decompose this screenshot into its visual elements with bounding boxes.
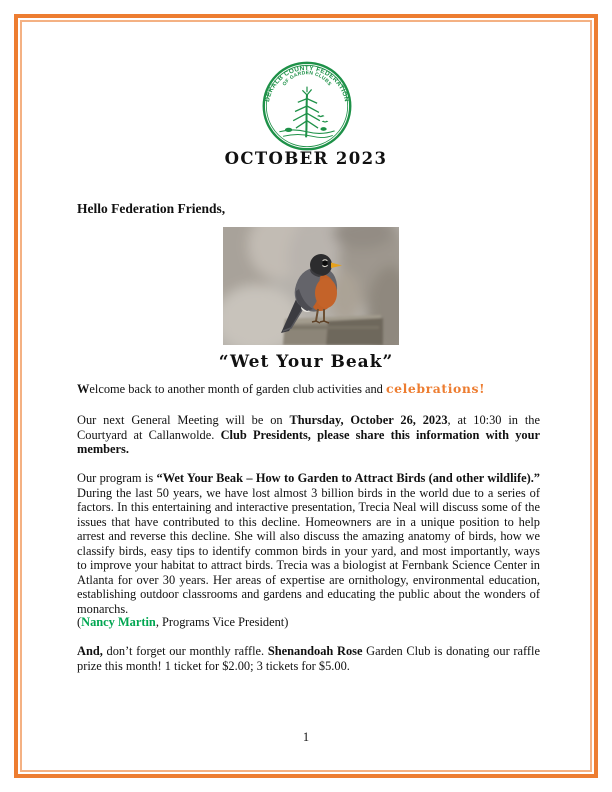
issue-month-title: OCTOBER 2023 [224, 149, 388, 168]
program-credit-line: (Nancy Martin, Programs Vice President) [77, 615, 289, 629]
robin-photo [223, 227, 399, 345]
meeting-paragraph: Our next General Meeting will be on Thursday, October 26, 2023, at 10:30 in the Courtyard at Callanwolde. Club Presidents, please share this information with your members. [77, 413, 541, 456]
greeting-text: Hello Federation Friends, [77, 201, 226, 216]
federation-seal-logo [261, 60, 353, 152]
robin-photo-image [223, 227, 399, 345]
program-paragraph: Our program is “Wet Your Beak – How to Garden to Attract Birds (and other wildlife).” During the last 50 years, we have lost almost 3 billion birds in the world due to a series of factors. In this entertaining and interactive presentation, Trecia Neal will discuss some of the issues that have contributed to this decline. Homeowners are in a unique position to help arrest and reverse this decline. She will also discuss the amazing anatomy of birds, how we classify birds, easy tips to identify common birds in your yard, and most importantly, ways to improve your habitat to attract birds. Trecia was a biologist at Fernbank Science Center in Atlanta for over 30 years. Her areas of expertise are ornithology, environmental education, establishing outdoor classrooms and gardens and educating the public about the wonders of monarchs. [77, 471, 540, 616]
raffle-paragraph: And, don’t forget our monthly raffle. Shenandoah Rose Garden Club is donating our raffle prize this month! 1 ticket for $2.00; 3 tickets for $5.00. [77, 644, 540, 673]
program-title: “Wet Your Beak” [218, 352, 394, 372]
seal-icon [261, 60, 353, 152]
wooden-post [283, 315, 383, 345]
seal-arc-text-top: DEKALB COUNTY FEDERATION [263, 65, 351, 103]
page-number: 1 [302, 730, 310, 744]
seal-arc-text-inner: OF GARDEN CLUBS [282, 71, 332, 88]
welcome-line: Welcome back to another month of garden club activities and celebrations! [77, 381, 486, 396]
